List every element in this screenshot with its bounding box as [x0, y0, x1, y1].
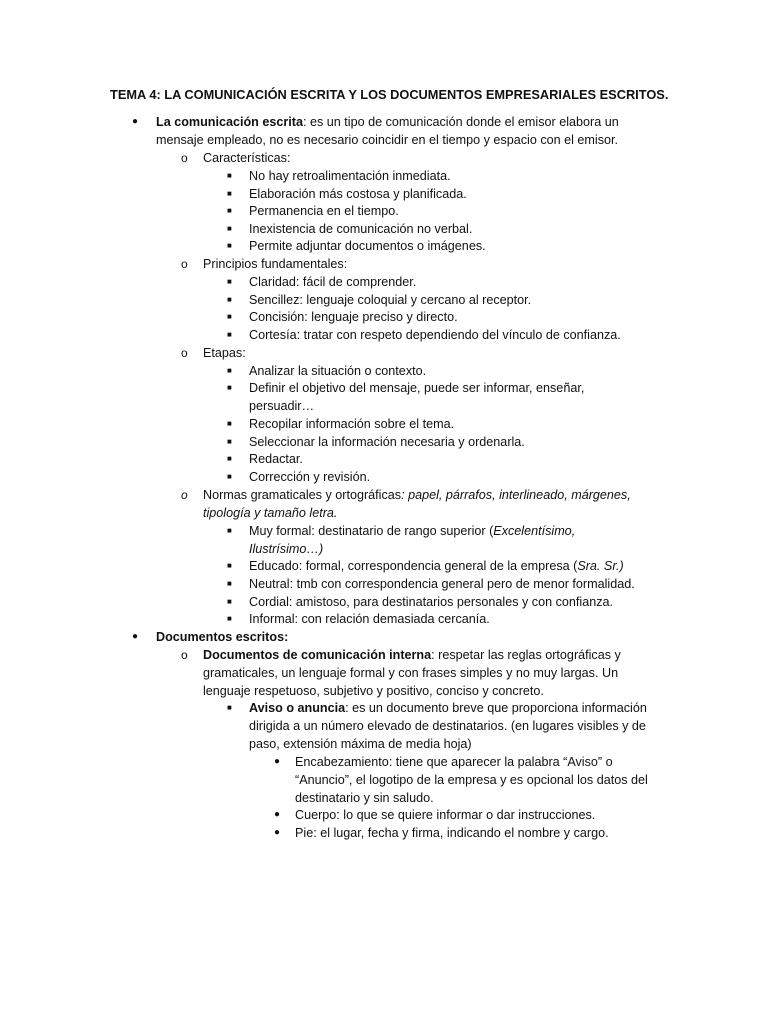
square-marker: ■	[227, 561, 232, 570]
interna-text: : respetar las reglas ortográficas y gramaticales, un lenguaje formal y con frases simples y no muy largas. Un lenguaje respetuoso, subjetivo y positivo, conciso y concreto.	[203, 648, 621, 698]
square-marker: ■	[227, 312, 232, 321]
item-text: Permite adjuntar documentos o imágenes.	[249, 239, 486, 253]
item-text: Pie: el lugar, fecha y firma, indicando el nombre y cargo.	[295, 826, 609, 840]
list-item	[227, 185, 669, 203]
term-comunicacion-escrita: La comunicación escrita	[156, 115, 303, 129]
list-item-encabezamiento	[274, 753, 665, 807]
list-item	[227, 326, 669, 344]
item-text: Elaboración más costosa y planificada.	[249, 187, 467, 201]
caracteristicas-label: Características:	[203, 151, 291, 165]
square-marker: ■	[227, 597, 232, 606]
list-item	[227, 308, 669, 326]
square-marker: ■	[227, 206, 232, 215]
circle-marker: o	[181, 346, 188, 360]
list-item	[227, 415, 669, 433]
principios-label: Principios fundamentales:	[203, 257, 348, 271]
list-item-normas	[181, 486, 653, 522]
square-marker: ■	[227, 614, 232, 623]
circle-marker: o	[181, 648, 188, 662]
list-item	[227, 433, 669, 451]
list-item-pie	[274, 824, 665, 842]
dot-marker: ●	[274, 809, 281, 820]
item-text: Analizar la situación o contexto.	[249, 364, 427, 378]
circle-marker: o	[181, 151, 188, 165]
square-marker: ■	[227, 383, 232, 392]
circle-marker: o	[181, 488, 188, 502]
item-text: Inexistencia de comunicación no verbal.	[249, 222, 473, 236]
square-marker: ■	[227, 703, 232, 712]
item-text: No hay retroalimentación inmediata.	[249, 169, 451, 183]
list-item-caracteristicas	[181, 149, 663, 167]
item-text: Cordial: amistoso, para destinatarios personales y con confianza.	[249, 595, 614, 609]
item-text: Definir el objetivo del mensaje, puede ser informar, enseñar, persuadir…	[249, 381, 585, 413]
square-marker: ■	[227, 295, 232, 304]
item-text: Redactar.	[249, 452, 303, 466]
list-item-muy-formal	[227, 522, 619, 558]
list-item	[227, 220, 669, 238]
item-text: Encabezamiento: tiene que aparecer la palabra “Aviso” o “Anuncio”, el logotipo de la empresa y es opcional los datos del destinatario y sin saludo.	[295, 755, 648, 805]
normas-detail: : papel, párrafos, interlineado, márgenes, tipología y tamaño letra.	[203, 488, 631, 520]
definition-text: : es un tipo de comunicación donde el emisor elabora un mensaje empleado, no es necesario coincidir en el tiempo y espacio con el emisor.	[156, 115, 619, 147]
square-marker: ■	[227, 419, 232, 428]
item-text: Seleccionar la información necesaria y ordenarla.	[249, 435, 525, 449]
item-text: Cuerpo: lo que se quiere informar o dar instrucciones.	[295, 808, 596, 822]
square-marker: ■	[227, 224, 232, 233]
item-text: Corrección y revisión.	[249, 470, 371, 484]
square-marker: ■	[227, 277, 232, 286]
item-text: Permanencia en el tiempo.	[249, 204, 399, 218]
bullet-marker: ●	[132, 631, 139, 642]
square-marker: ■	[227, 579, 232, 588]
dot-marker: ●	[274, 756, 281, 767]
list-item-cuerpo	[274, 806, 665, 824]
etapas-label: Etapas:	[203, 346, 246, 360]
list-item-aviso	[227, 699, 669, 753]
list-item	[227, 273, 669, 291]
square-marker: ■	[227, 454, 232, 463]
list-item	[227, 468, 669, 486]
term-aviso: Aviso o anuncia	[249, 701, 346, 715]
item-text: Muy formal: destinatario de rango superior (	[249, 524, 494, 538]
square-marker: ■	[227, 526, 232, 535]
aviso-text: : es un documento breve que proporciona información dirigida a un número elevado de destinatarios. (en lugares visibles y de paso, extensión máxima de media hoja)	[249, 701, 647, 751]
item-text: Sencillez: lenguaje coloquial y cercano al receptor.	[249, 293, 532, 307]
list-item	[227, 202, 669, 220]
list-item-documentos-escritos	[132, 628, 646, 646]
item-text: Cortesía: tratar con respeto dependiendo del vínculo de confianza.	[249, 328, 621, 342]
square-marker: ■	[227, 171, 232, 180]
square-marker: ■	[227, 241, 232, 250]
list-item-informal	[227, 610, 669, 628]
item-text: Claridad: fácil de comprender.	[249, 275, 417, 289]
list-item-comunicacion-interna	[181, 646, 663, 700]
term-comunicacion-interna: Documentos de comunicación interna	[203, 648, 432, 662]
item-text-italic: Sra. Sr.)	[577, 559, 624, 573]
list-item-etapas	[181, 344, 663, 362]
item-text: Recopilar información sobre el tema.	[249, 417, 455, 431]
list-item-neutral	[227, 575, 669, 593]
bullet-marker: ●	[132, 116, 139, 127]
list-item	[227, 291, 669, 309]
list-item-cordial	[227, 593, 669, 611]
square-marker: ■	[227, 189, 232, 198]
list-item	[227, 167, 669, 185]
list-item-educado	[227, 557, 669, 575]
list-item	[227, 237, 669, 255]
square-marker: ■	[227, 472, 232, 481]
normas-label: Normas gramaticales y ortográficas	[203, 488, 402, 502]
item-text: Concisión: lenguaje preciso y directo.	[249, 310, 458, 324]
item-text-italic: Excelentísimo, Ilustrísimo…)	[249, 524, 576, 556]
list-item	[227, 379, 629, 415]
square-marker: ■	[227, 330, 232, 339]
list-item	[227, 362, 669, 380]
item-text: Educado: formal, correspondencia general de la empresa (	[249, 559, 578, 573]
item-text: Informal: con relación demasiada cercanía.	[249, 612, 490, 626]
circle-marker: o	[181, 257, 188, 271]
list-item-principios	[181, 255, 663, 273]
document-title: TEMA 4: LA COMUNICACIÓN ESCRITA Y LOS DOCUMENTOS EMPRESARIALES ESCRITOS.	[110, 87, 669, 102]
dot-marker: ●	[274, 827, 281, 838]
list-item-comunicacion-escrita	[132, 113, 646, 149]
documentos-escritos-label: Documentos escritos:	[156, 630, 289, 644]
item-text: Neutral: tmb con correspondencia general pero de menor formalidad.	[249, 577, 635, 591]
square-marker: ■	[227, 366, 232, 375]
square-marker: ■	[227, 437, 232, 446]
list-item	[227, 450, 669, 468]
